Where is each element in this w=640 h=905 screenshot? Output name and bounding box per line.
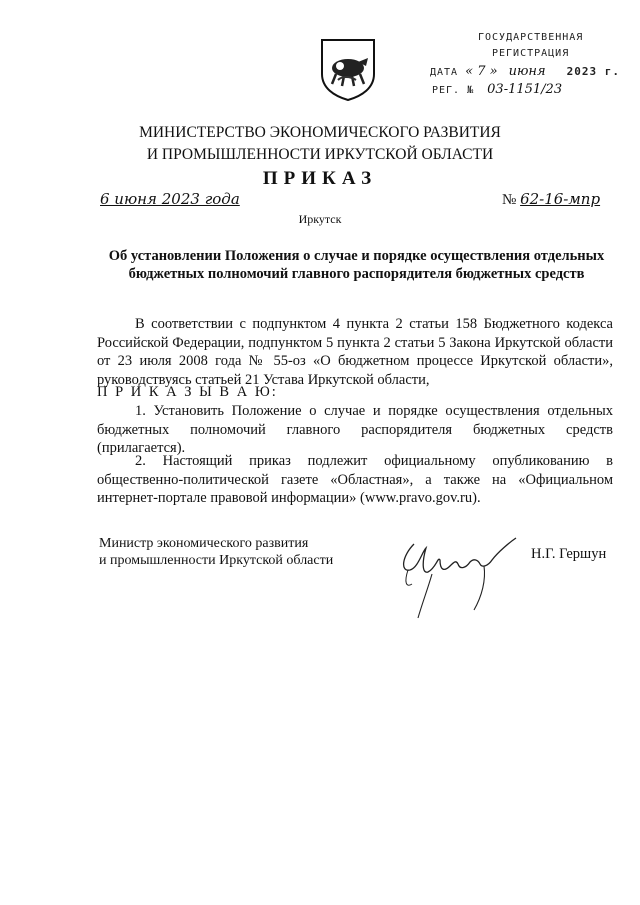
- signer-position: [99, 535, 333, 569]
- ministry-name-line1: МИНИСТЕРСТВО ЭКОНОМИЧЕСКОГО РАЗВИТИЯ: [139, 124, 501, 141]
- document-type-title: ПРИКАЗ: [262, 168, 378, 189]
- signer-name: Н.Г. Гершун: [531, 546, 607, 562]
- city-name: Иркутск: [298, 212, 342, 226]
- number-sign: №: [502, 192, 517, 208]
- stamp-date-month: июня: [508, 64, 546, 79]
- stamp-date-year: 2023 г.: [566, 65, 620, 78]
- stamp-reg-row: [432, 82, 622, 97]
- order-subject: Об установлении Положения о случае и порядке осуществления отдельных бюджетных полномочий главного распорядителя бюджетных средств: [108, 248, 605, 282]
- signer-position-line2: и промышленности Иркутской области: [99, 553, 334, 568]
- stamp-date-day: « 7 »: [465, 64, 498, 79]
- order-number: [502, 190, 600, 209]
- signer-position-line1: Министр экономического развития: [99, 536, 309, 551]
- registration-stamp: [430, 32, 630, 102]
- stamp-reg-number: 03-1151/23: [487, 82, 563, 97]
- coat-of-arms-icon: [318, 36, 378, 102]
- order-item-1: 1. Установить Положение о случае и порядке осуществления отдельных бюджетных полномочий главного распорядителя бюджетных средств (прилагается).: [97, 403, 613, 456]
- order-item-2: 2. Настоящий приказ подлежит официальному опубликованию в общественно-политической газете «Областная», а также на «Официальном интернет-портале правовой информации» (www.pravo.gov.ru).: [97, 453, 613, 506]
- stamp-reg-label: РЕГ. №: [432, 85, 475, 96]
- stamp-date-row: [430, 64, 620, 79]
- stamp-date-label: ДАТА: [430, 67, 459, 78]
- handwritten-signature: [392, 526, 524, 622]
- order-date: 6 июня 2023 года: [100, 190, 240, 208]
- stamp-title-line1: ГОСУДАРСТВЕННАЯ: [478, 32, 584, 43]
- preamble-paragraph: В соответствии с подпунктом 4 пункта 2 статьи 158 Бюджетного кодекса Российской Федерации, подпунктом 5 пункта 2 статьи 5 Закона Иркутской области от 23 июля 2008 года № 55-оз «О бюджетном процессе Иркутской области», руководствуясь статьей 21 Устава Иркутской области,: [97, 316, 613, 388]
- order-number-value: 62-16-мпр: [520, 190, 601, 208]
- order-word: П Р И К А З Ы В А Ю:: [97, 384, 278, 400]
- ministry-name-line2: И ПРОМЫШЛЕННОСТИ ИРКУТСКОЙ ОБЛАСТИ: [146, 146, 494, 163]
- stamp-title-line2: РЕГИСТРАЦИЯ: [492, 48, 570, 59]
